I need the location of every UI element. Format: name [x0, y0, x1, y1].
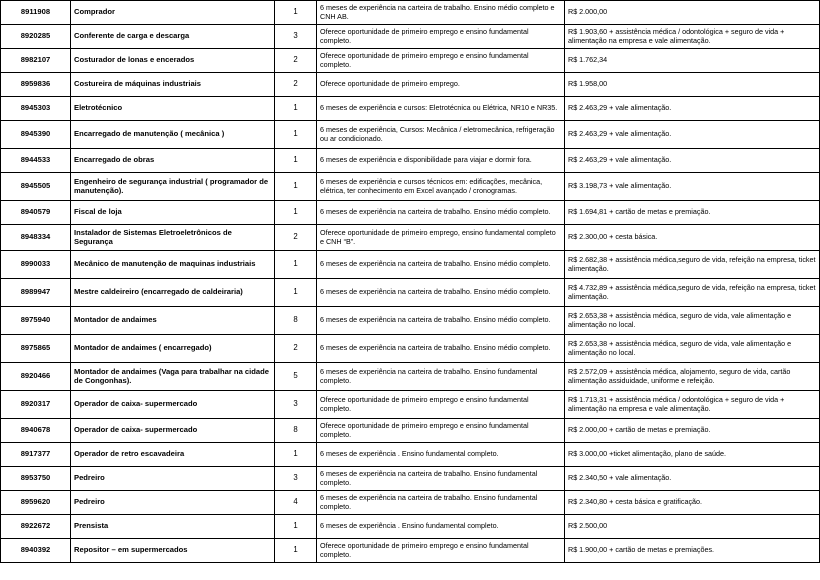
table-row	[1, 539, 820, 563]
table-row	[1, 97, 820, 121]
job-requirements: 6 meses de experiência na carteira de trabalho. Ensino médio completo.	[317, 251, 565, 279]
job-requirements: Oferece oportunidade de primeiro emprego e ensino fundamental completo.	[317, 25, 565, 49]
job-requirements: Oferece oportunidade de primeiro emprego, ensino fundamental completo e CNH “B”.	[317, 225, 565, 251]
job-requirements: Oferece oportunidade de primeiro emprego e ensino fundamental completo.	[317, 391, 565, 419]
job-title: Eletrotécnico	[71, 97, 275, 121]
salary-benefits: R$ 2.300,00 + cesta básica.	[565, 225, 820, 251]
salary-benefits: R$ 2.000,00	[565, 1, 820, 25]
table-row	[1, 173, 820, 201]
vacancy-code: 8982107	[1, 49, 71, 73]
vacancy-code: 8945390	[1, 121, 71, 149]
vacancy-code: 8975865	[1, 335, 71, 363]
table-body	[1, 1, 820, 563]
job-requirements: 6 meses de experiência na carteira de trabalho. Ensino fundamental completo.	[317, 363, 565, 391]
job-title: Operador de caixa- supermercado	[71, 391, 275, 419]
job-title: Engenheiro de segurança industrial ( programador de manutenção).	[71, 173, 275, 201]
table-row	[1, 363, 820, 391]
vacancy-count: 2	[275, 335, 317, 363]
table-row	[1, 25, 820, 49]
vacancy-code: 8917377	[1, 443, 71, 467]
vacancy-count: 1	[275, 515, 317, 539]
vacancy-count: 3	[275, 391, 317, 419]
table-row	[1, 73, 820, 97]
job-requirements: 6 meses de experiência . Ensino fundamental completo.	[317, 515, 565, 539]
table-row	[1, 307, 820, 335]
vacancy-code: 8940579	[1, 201, 71, 225]
table-row	[1, 279, 820, 307]
vacancy-code: 8990033	[1, 251, 71, 279]
job-title: Costureira de máquinas industriais	[71, 73, 275, 97]
vacancy-count: 3	[275, 467, 317, 491]
table-row	[1, 49, 820, 73]
table-row	[1, 201, 820, 225]
job-requirements: 6 meses de experiência e disponibilidade para viajar e dormir fora.	[317, 149, 565, 173]
vacancy-count: 1	[275, 173, 317, 201]
vacancy-code: 8922672	[1, 515, 71, 539]
salary-benefits: R$ 2.463,29 + vale alimentação.	[565, 121, 820, 149]
salary-benefits: R$ 1.903,60 + assistência médica / odontológica + seguro de vida + alimentação na empresa e vale alimentação.	[565, 25, 820, 49]
job-title: Montador de andaimes (Vaga para trabalhar na cidade de Congonhas).	[71, 363, 275, 391]
job-title: Fiscal de loja	[71, 201, 275, 225]
vacancy-count: 3	[275, 25, 317, 49]
vacancy-code: 8940678	[1, 419, 71, 443]
salary-benefits: R$ 2.463,29 + vale alimentação.	[565, 97, 820, 121]
job-requirements: 6 meses de experiência na carteira de trabalho. Ensino fundamental completo.	[317, 467, 565, 491]
vacancy-count: 2	[275, 73, 317, 97]
salary-benefits: R$ 1.713,31 + assistência médica / odontológica + seguro de vida + alimentação na empresa e vale alimentação.	[565, 391, 820, 419]
table-row	[1, 1, 820, 25]
salary-benefits: R$ 1.958,00	[565, 73, 820, 97]
vacancy-code: 8975940	[1, 307, 71, 335]
job-title: Repositor – em supermercados	[71, 539, 275, 563]
vacancy-count: 1	[275, 97, 317, 121]
job-requirements: 6 meses de experiência . Ensino fundamental completo.	[317, 443, 565, 467]
salary-benefits: R$ 3.198,73 + vale alimentação.	[565, 173, 820, 201]
salary-benefits: R$ 1.762,34	[565, 49, 820, 73]
vacancy-count: 1	[275, 149, 317, 173]
table-row	[1, 225, 820, 251]
job-requirements: 6 meses de experiência na carteira de trabalho. Ensino médio completo e CNH AB.	[317, 1, 565, 25]
salary-benefits: R$ 2.500,00	[565, 515, 820, 539]
vacancy-code: 8959620	[1, 491, 71, 515]
job-title: Costurador de lonas e encerados	[71, 49, 275, 73]
job-title: Prensista	[71, 515, 275, 539]
table-row	[1, 419, 820, 443]
job-requirements: 6 meses de experiência na carteira de trabalho. Ensino fundamental completo.	[317, 491, 565, 515]
vacancy-count: 5	[275, 363, 317, 391]
vacancy-count: 1	[275, 1, 317, 25]
table-row	[1, 335, 820, 363]
vacancy-count: 8	[275, 419, 317, 443]
vacancy-count: 1	[275, 251, 317, 279]
vacancy-count: 2	[275, 49, 317, 73]
table-row	[1, 121, 820, 149]
vacancy-count: 1	[275, 279, 317, 307]
job-title: Pedreiro	[71, 491, 275, 515]
salary-benefits: R$ 2.653,38 + assistência médica, seguro de vida, vale alimentação e alimentação no local.	[565, 307, 820, 335]
table-row	[1, 491, 820, 515]
vacancy-count: 1	[275, 443, 317, 467]
salary-benefits: R$ 2.000,00 + cartão de metas e premiação.	[565, 419, 820, 443]
salary-benefits: R$ 2.340,50 + vale alimentação.	[565, 467, 820, 491]
vacancy-count: 1	[275, 201, 317, 225]
table-row	[1, 391, 820, 419]
job-requirements: 6 meses de experiência e cursos: Eletrotécnica ou Elétrica, NR10 e NR35.	[317, 97, 565, 121]
job-requirements: Oferece oportunidade de primeiro emprego.	[317, 73, 565, 97]
table-row	[1, 149, 820, 173]
job-requirements: 6 meses de experiência na carteira de trabalho. Ensino médio completo.	[317, 335, 565, 363]
job-title: Mecânico de manutenção de maquinas industriais	[71, 251, 275, 279]
job-requirements: 6 meses de experiência na carteira de trabalho. Ensino médio completo.	[317, 201, 565, 225]
job-title: Instalador de Sistemas Eletroeletrônicos de Segurança	[71, 225, 275, 251]
vacancy-count: 2	[275, 225, 317, 251]
vacancy-code: 8953750	[1, 467, 71, 491]
job-title: Operador de caixa- supermercado	[71, 419, 275, 443]
vacancy-code: 8911908	[1, 1, 71, 25]
job-requirements: 6 meses de experiência na carteira de trabalho. Ensino médio completo.	[317, 279, 565, 307]
job-title: Mestre caldeireiro (encarregado de caldeiraria)	[71, 279, 275, 307]
salary-benefits: R$ 1.694,81 + cartão de metas e premiação.	[565, 201, 820, 225]
salary-benefits: R$ 1.900,00 + cartão de metas e premiações.	[565, 539, 820, 563]
vacancy-code: 8920466	[1, 363, 71, 391]
vacancy-code: 8989947	[1, 279, 71, 307]
job-title: Operador de retro escavadeira	[71, 443, 275, 467]
job-title: Conferente de carga e descarga	[71, 25, 275, 49]
table-row	[1, 467, 820, 491]
vacancy-code: 8945505	[1, 173, 71, 201]
job-title: Encarregado de obras	[71, 149, 275, 173]
salary-benefits: R$ 2.340,80 + cesta básica e gratificação.	[565, 491, 820, 515]
job-requirements: 6 meses de experiência na carteira de trabalho. Ensino médio completo.	[317, 307, 565, 335]
vacancy-count: 8	[275, 307, 317, 335]
job-requirements: Oferece oportunidade de primeiro emprego e ensino fundamental completo.	[317, 419, 565, 443]
salary-benefits: R$ 3.000,00 +ticket alimentação, plano de saúde.	[565, 443, 820, 467]
salary-benefits: R$ 4.732,89 + assistência médica,seguro de vida, refeição na empresa, ticket alimentação.	[565, 279, 820, 307]
vacancy-code: 8940392	[1, 539, 71, 563]
job-requirements: Oferece oportunidade de primeiro emprego e ensino fundamental completo.	[317, 539, 565, 563]
job-title: Montador de andaimes	[71, 307, 275, 335]
vacancy-count: 1	[275, 539, 317, 563]
salary-benefits: R$ 2.682,38 + assistência médica,seguro de vida, refeição na empresa, ticket alimentação.	[565, 251, 820, 279]
vacancy-code: 8944533	[1, 149, 71, 173]
job-requirements: Oferece oportunidade de primeiro emprego e ensino fundamental completo.	[317, 49, 565, 73]
job-title: Encarregado de manutenção ( mecânica )	[71, 121, 275, 149]
table-row	[1, 515, 820, 539]
vacancy-code: 8920317	[1, 391, 71, 419]
salary-benefits: R$ 2.653,38 + assistência médica, seguro de vida, vale alimentação e alimentação no local.	[565, 335, 820, 363]
vacancy-code: 8948334	[1, 225, 71, 251]
table-row	[1, 443, 820, 467]
table-row	[1, 251, 820, 279]
vacancy-count: 4	[275, 491, 317, 515]
salary-benefits: R$ 2.463,29 + vale alimentação.	[565, 149, 820, 173]
vacancy-count: 1	[275, 121, 317, 149]
job-requirements: 6 meses de experiência, Cursos: Mecânica / eletromecânica, refrigeração ou ar condicionado.	[317, 121, 565, 149]
job-title: Pedreiro	[71, 467, 275, 491]
vacancy-code: 8959836	[1, 73, 71, 97]
job-title: Comprador	[71, 1, 275, 25]
job-requirements: 6 meses de experiência e cursos técnicos em: edificações, mecânica, elétrica, ter conhecimento em Excel avançado / cronogramas.	[317, 173, 565, 201]
salary-benefits: R$ 2.572,09 + assistência médica, alojamento, seguro de vida, cartão alimentação assiduidade, uniforme e refeição.	[565, 363, 820, 391]
vacancy-code: 8945303	[1, 97, 71, 121]
job-title: Montador de andaimes ( encarregado)	[71, 335, 275, 363]
vacancy-code: 8920285	[1, 25, 71, 49]
